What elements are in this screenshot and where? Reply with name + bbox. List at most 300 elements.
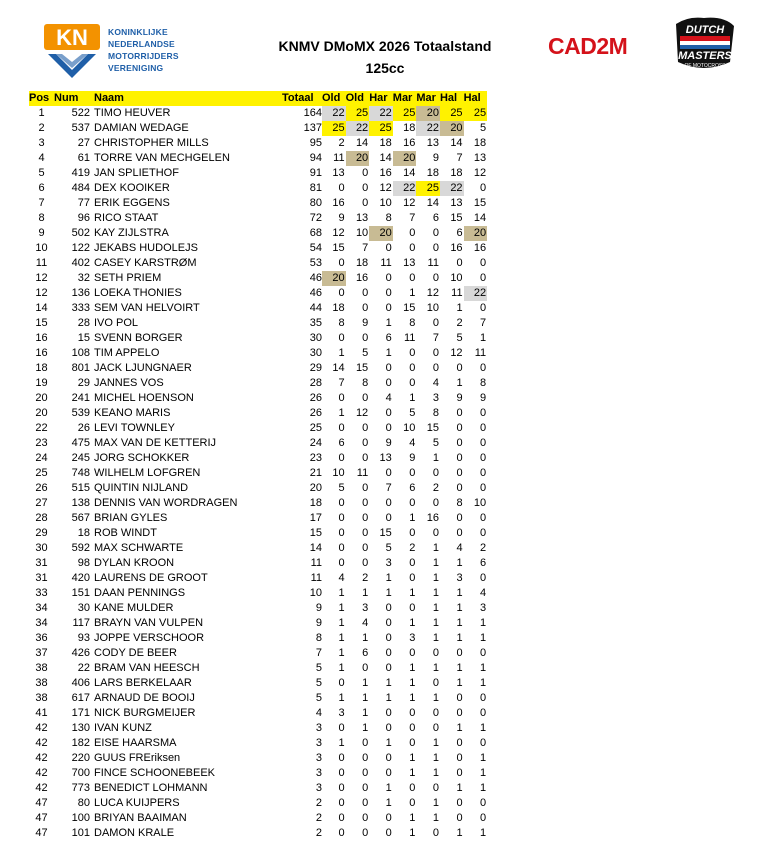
round-points-cell: 14 (355, 137, 369, 149)
round-points-cell: 0 (432, 467, 439, 479)
table-row (29, 151, 487, 166)
table-row (29, 436, 487, 451)
round-points-cell: 15 (355, 362, 369, 374)
round-points-cell: 0 (456, 812, 463, 824)
total-points-cell: 54 (309, 242, 322, 254)
round-points-cell: 0 (385, 647, 392, 659)
table-row (29, 811, 487, 826)
round-points-cell: 1 (432, 752, 439, 764)
table-row (29, 796, 487, 811)
round-points-cell: 0 (480, 692, 487, 704)
table-row (29, 181, 487, 196)
round-points-cell: 25 (369, 121, 393, 136)
rider-number-cell: 122 (71, 242, 90, 254)
rider-number-cell: 567 (71, 512, 90, 524)
round-points-cell: 0 (432, 827, 439, 839)
rider-name-cell: TIM APPELO (94, 347, 160, 359)
round-points-cell: 0 (362, 422, 369, 434)
col-header-round: Old (322, 91, 346, 106)
table-row (29, 676, 487, 691)
round-points-cell: 13 (426, 137, 439, 149)
round-points-cell: 0 (362, 452, 369, 464)
rider-name-cell: DEX KOOIKER (94, 182, 170, 194)
round-points-cell: 16 (403, 137, 416, 149)
round-points-cell: 0 (385, 767, 392, 779)
round-points-cell: 0 (385, 602, 392, 614)
rider-name-cell: ROB WINDT (94, 527, 157, 539)
round-points-cell: 1 (480, 752, 487, 764)
table-row (29, 661, 487, 676)
round-points-cell: 0 (362, 287, 369, 299)
table-row (29, 421, 487, 436)
round-points-cell: 1 (456, 782, 463, 794)
total-points-cell: 9 (315, 602, 322, 614)
pos-cell: 47 (35, 797, 48, 809)
round-points-cell: 1 (456, 302, 463, 314)
total-points-cell: 164 (303, 107, 322, 119)
table-header-row (29, 91, 487, 106)
round-points-cell: 12 (473, 167, 487, 179)
round-points-cell: 20 (440, 121, 464, 136)
pos-cell: 12 (35, 287, 48, 299)
round-points-cell: 0 (456, 437, 463, 449)
rider-name-cell: JOPPE VERSCHOOR (94, 632, 205, 644)
round-points-cell: 1 (409, 752, 416, 764)
table-row (29, 466, 487, 481)
pos-cell: 3 (38, 137, 45, 149)
round-points-cell: 0 (338, 497, 345, 509)
rider-name-cell: JORG SCHOKKER (94, 452, 190, 464)
col-header-total: Totaal (282, 91, 322, 106)
round-points-cell: 0 (456, 527, 463, 539)
round-points-cell: 6 (409, 482, 416, 494)
total-points-cell: 11 (310, 572, 322, 584)
round-points-cell: 4 (362, 617, 369, 629)
pos-cell: 28 (35, 512, 48, 524)
pos-cell: 4 (38, 152, 45, 164)
round-points-cell: 0 (409, 362, 416, 374)
round-points-cell: 7 (480, 317, 487, 329)
round-points-cell: 20 (346, 151, 370, 166)
round-points-cell: 0 (362, 542, 369, 554)
round-points-cell: 16 (426, 512, 439, 524)
rider-name-cell: MICHEL HOENSON (94, 392, 194, 404)
pos-cell: 18 (35, 362, 48, 374)
pos-cell: 22 (35, 422, 48, 434)
pos-cell: 47 (35, 827, 48, 839)
pos-cell: 42 (35, 752, 48, 764)
round-points-cell: 0 (385, 707, 392, 719)
rider-name-cell: CODY DE BEER (94, 647, 177, 659)
total-points-cell: 9 (315, 617, 322, 629)
round-points-cell: 14 (450, 137, 463, 149)
total-points-cell: 95 (309, 137, 322, 149)
pos-cell: 24 (35, 452, 48, 464)
pos-cell: 36 (35, 632, 48, 644)
round-points-cell: 20 (416, 106, 440, 121)
round-points-cell: 1 (409, 392, 416, 404)
pos-cell: 16 (35, 347, 48, 359)
round-points-cell: 0 (480, 797, 487, 809)
round-points-cell: 8 (480, 377, 487, 389)
round-points-cell: 1 (409, 677, 416, 689)
total-points-cell: 24 (309, 437, 322, 449)
rider-number-cell: 80 (77, 797, 90, 809)
total-points-cell: 8 (315, 632, 322, 644)
round-points-cell: 0 (362, 557, 369, 569)
table-row (29, 316, 487, 331)
total-points-cell: 53 (309, 257, 322, 269)
pos-cell: 10 (35, 242, 48, 254)
rider-name-cell: DENNIS VAN WORDRAGEN (94, 497, 238, 509)
total-points-cell: 5 (315, 662, 322, 674)
round-points-cell: 3 (432, 392, 439, 404)
round-points-cell: 0 (480, 467, 487, 479)
round-points-cell: 0 (432, 647, 439, 659)
rider-name-cell: WILHELM LOFGREN (94, 467, 201, 479)
round-points-cell: 0 (456, 647, 463, 659)
round-points-cell: 0 (338, 752, 345, 764)
total-points-cell: 3 (315, 722, 322, 734)
round-points-cell: 22 (416, 121, 440, 136)
round-points-cell: 0 (456, 797, 463, 809)
rider-number-cell: 592 (71, 542, 90, 554)
round-points-cell: 10 (403, 422, 416, 434)
round-points-cell: 0 (432, 677, 439, 689)
round-points-cell: 15 (332, 242, 345, 254)
total-points-cell: 46 (309, 272, 322, 284)
rider-name-cell: GUUS FREriksen (94, 752, 181, 764)
round-points-cell: 0 (385, 827, 392, 839)
round-points-cell: 10 (379, 197, 392, 209)
round-points-cell: 7 (456, 152, 463, 164)
round-points-cell: 1 (432, 767, 439, 779)
rider-name-cell: JACK LJUNGNAER (94, 362, 192, 374)
table-row (29, 211, 487, 226)
round-points-cell: 0 (338, 812, 345, 824)
table-row (29, 706, 487, 721)
round-points-cell: 1 (456, 722, 463, 734)
table-row (29, 301, 487, 316)
rider-number-cell: 406 (71, 677, 90, 689)
round-points-cell: 5 (362, 347, 369, 359)
total-points-cell: 80 (309, 197, 322, 209)
table-row (29, 391, 487, 406)
pos-cell: 42 (35, 782, 48, 794)
round-points-cell: 0 (432, 362, 439, 374)
round-points-cell: 4 (409, 437, 416, 449)
round-points-cell: 0 (480, 512, 487, 524)
table-row (29, 616, 487, 631)
table-row (29, 556, 487, 571)
round-points-cell: 1 (362, 692, 369, 704)
rider-name-cell: JAN SPLIETHOF (94, 167, 179, 179)
round-points-cell: 14 (379, 152, 392, 164)
pos-cell: 2 (38, 122, 45, 134)
table-row (29, 571, 487, 586)
round-points-cell: 11 (403, 332, 416, 344)
round-points-cell: 1 (480, 662, 487, 674)
rider-number-cell: 700 (71, 767, 90, 779)
rider-number-cell: 801 (71, 362, 90, 374)
total-points-cell: 3 (315, 767, 322, 779)
round-points-cell: 0 (432, 497, 439, 509)
rider-number-cell: 475 (71, 437, 90, 449)
rider-number-cell: 537 (71, 122, 90, 134)
svg-text:KN: KN (56, 25, 88, 50)
round-points-cell: 22 (393, 181, 417, 196)
rider-number-cell: 402 (71, 257, 90, 269)
pos-cell: 42 (35, 737, 48, 749)
rider-number-cell: 100 (71, 812, 90, 824)
rider-name-cell: ERIK EGGENS (94, 197, 170, 209)
round-points-cell: 18 (355, 257, 369, 269)
rider-name-cell: SVENN BORGER (94, 332, 183, 344)
round-points-cell: 11 (451, 287, 463, 299)
pos-cell: 38 (35, 677, 48, 689)
round-points-cell: 0 (432, 707, 439, 719)
table-row (29, 601, 487, 616)
round-points-cell: 1 (456, 677, 463, 689)
round-points-cell: 14 (473, 212, 487, 224)
rider-number-cell: 617 (71, 692, 90, 704)
round-points-cell: 7 (362, 242, 369, 254)
round-points-cell: 0 (338, 287, 345, 299)
pos-cell: 15 (35, 317, 48, 329)
round-points-cell: 11 (427, 257, 439, 269)
pos-cell: 6 (38, 182, 45, 194)
round-points-cell: 25 (416, 181, 440, 196)
rider-name-cell: QUINTIN NIJLAND (94, 482, 189, 494)
round-points-cell: 0 (409, 377, 416, 389)
round-points-cell: 10 (355, 227, 369, 239)
rider-number-cell: 515 (71, 482, 90, 494)
col-header-num: Num (54, 91, 94, 106)
rider-number-cell: 245 (71, 452, 90, 464)
cad-logo-text: CAD (548, 33, 597, 59)
round-points-cell: 13 (332, 167, 345, 179)
round-points-cell: 15 (450, 212, 463, 224)
total-points-cell: 44 (309, 302, 322, 314)
rider-number-cell: 108 (71, 347, 90, 359)
total-points-cell: 2 (315, 797, 322, 809)
round-points-cell: 7 (385, 482, 392, 494)
pos-cell: 12 (35, 272, 48, 284)
rider-name-cell: LEVI TOWNLEY (94, 422, 175, 434)
round-points-cell: 1 (480, 767, 487, 779)
table-row (29, 226, 487, 241)
round-points-cell: 1 (480, 632, 487, 644)
table-row (29, 331, 487, 346)
rider-number-cell: 22 (77, 662, 90, 674)
table-row (29, 781, 487, 796)
total-points-cell: 29 (309, 362, 322, 374)
rider-number-cell: 484 (71, 182, 90, 194)
round-points-cell: 0 (480, 527, 487, 539)
total-points-cell: 5 (315, 692, 322, 704)
round-points-cell: 0 (480, 257, 487, 269)
round-points-cell: 1 (385, 317, 392, 329)
round-points-cell: 0 (385, 662, 392, 674)
round-points-cell: 1 (432, 542, 439, 554)
round-points-cell: 0 (338, 512, 345, 524)
col-header-round: Mar (393, 91, 417, 106)
rider-name-cell: BRIAN GYLES (94, 512, 168, 524)
round-points-cell: 5 (385, 542, 392, 554)
total-points-cell: 81 (309, 182, 322, 194)
round-points-cell: 5 (432, 437, 439, 449)
pos-cell: 9 (38, 227, 45, 239)
table-row (29, 121, 487, 136)
rider-number-cell: 171 (71, 707, 90, 719)
rider-name-cell: BRIYAN BAAIMAN (94, 812, 187, 824)
round-points-cell: 3 (409, 632, 416, 644)
round-points-cell: 0 (385, 377, 392, 389)
table-body (29, 106, 487, 841)
round-points-cell: 1 (432, 692, 439, 704)
round-points-cell: 12 (332, 227, 345, 239)
total-points-cell: 10 (309, 587, 322, 599)
round-points-cell: 0 (362, 182, 369, 194)
total-points-cell: 7 (315, 647, 322, 659)
round-points-cell: 14 (426, 197, 439, 209)
round-points-cell: 1 (432, 812, 439, 824)
round-points-cell: 0 (432, 347, 439, 359)
round-points-cell: 13 (473, 152, 487, 164)
round-points-cell: 1 (385, 347, 392, 359)
table-row (29, 166, 487, 181)
pos-cell: 37 (35, 647, 48, 659)
round-points-cell: 1 (409, 512, 416, 524)
org-name (108, 26, 179, 74)
round-points-cell: 8 (409, 317, 416, 329)
round-points-cell: 0 (362, 332, 369, 344)
rider-number-cell: 15 (77, 332, 90, 344)
round-points-cell: 8 (432, 407, 439, 419)
round-points-cell: 2 (480, 542, 487, 554)
rider-number-cell: 138 (71, 497, 90, 509)
table-row (29, 541, 487, 556)
round-points-cell: 0 (338, 557, 345, 569)
round-points-cell: 1 (456, 377, 463, 389)
round-points-cell: 6 (432, 212, 439, 224)
round-points-cell: 0 (432, 782, 439, 794)
round-points-cell: 0 (480, 452, 487, 464)
pos-cell: 34 (35, 602, 48, 614)
round-points-cell: 0 (480, 302, 487, 314)
total-points-cell: 72 (309, 212, 322, 224)
round-points-cell: 1 (456, 587, 463, 599)
round-points-cell: 1 (432, 557, 439, 569)
round-points-cell: 6 (385, 332, 392, 344)
total-points-cell: 68 (309, 227, 322, 239)
round-points-cell: 1 (385, 737, 392, 749)
rider-number-cell: 748 (71, 467, 90, 479)
table-row (29, 751, 487, 766)
round-points-cell: 9 (362, 317, 369, 329)
pos-cell: 23 (35, 437, 48, 449)
standings-table (29, 91, 487, 841)
round-points-cell: 1 (456, 602, 463, 614)
round-points-cell: 0 (409, 737, 416, 749)
round-points-cell: 0 (338, 782, 345, 794)
page-title (230, 35, 540, 79)
col-header-pos: Pos (29, 91, 54, 106)
round-points-cell: 2 (409, 542, 416, 554)
round-points-cell: 1 (480, 332, 487, 344)
rider-number-cell: 26 (77, 422, 90, 434)
round-points-cell: 6 (456, 227, 463, 239)
round-points-cell: 1 (409, 617, 416, 629)
round-points-cell: 16 (332, 197, 345, 209)
rider-number-cell: 136 (71, 287, 90, 299)
round-points-cell: 0 (409, 347, 416, 359)
round-points-cell: 2 (432, 482, 439, 494)
round-points-cell: 1 (338, 407, 345, 419)
round-points-cell: 4 (456, 542, 463, 554)
total-points-cell: 25 (309, 422, 322, 434)
round-points-cell: 0 (456, 737, 463, 749)
pos-cell: 34 (35, 617, 48, 629)
round-points-cell: 5 (456, 332, 463, 344)
round-points-cell: 0 (362, 512, 369, 524)
total-points-cell: 2 (315, 827, 322, 839)
total-points-cell: 28 (309, 377, 322, 389)
round-points-cell: 1 (456, 557, 463, 569)
total-points-cell: 3 (315, 752, 322, 764)
round-points-cell: 18 (379, 137, 392, 149)
round-points-cell: 0 (385, 407, 392, 419)
round-points-cell: 0 (456, 452, 463, 464)
table-row (29, 406, 487, 421)
round-points-cell: 0 (409, 272, 416, 284)
round-points-cell: 3 (480, 602, 487, 614)
round-points-cell: 0 (362, 827, 369, 839)
round-points-cell: 1 (480, 617, 487, 629)
round-points-cell: 0 (385, 422, 392, 434)
rider-name-cell: BRAM VAN HEESCH (94, 662, 200, 674)
round-points-cell: 12 (450, 347, 463, 359)
round-points-cell: 0 (385, 302, 392, 314)
rider-name-cell: DAMIAN WEDAGE (94, 122, 189, 134)
round-points-cell: 1 (409, 287, 416, 299)
round-points-cell: 15 (403, 302, 416, 314)
round-points-cell: 0 (338, 332, 345, 344)
round-points-cell: 4 (432, 377, 439, 389)
round-points-cell: 1 (409, 662, 416, 674)
round-points-cell: 0 (338, 182, 345, 194)
round-points-cell: 12 (426, 287, 439, 299)
round-points-cell: 0 (362, 767, 369, 779)
rider-name-cell: IVAN KUNZ (94, 722, 152, 734)
table-row (29, 136, 487, 151)
round-points-cell: 1 (385, 692, 392, 704)
round-points-cell: 1 (409, 692, 416, 704)
round-points-cell: 16 (473, 242, 487, 254)
round-points-cell: 0 (338, 542, 345, 554)
round-points-cell: 0 (385, 242, 392, 254)
round-points-cell: 1 (362, 587, 369, 599)
round-points-cell: 13 (403, 257, 416, 269)
round-points-cell: 1 (409, 812, 416, 824)
round-points-cell: 25 (346, 106, 370, 121)
round-points-cell: 18 (332, 302, 345, 314)
total-points-cell: 21 (309, 467, 322, 479)
rider-number-cell: 182 (71, 737, 90, 749)
round-points-cell: 0 (409, 467, 416, 479)
pos-cell: 29 (35, 527, 48, 539)
round-points-cell: 0 (480, 407, 487, 419)
